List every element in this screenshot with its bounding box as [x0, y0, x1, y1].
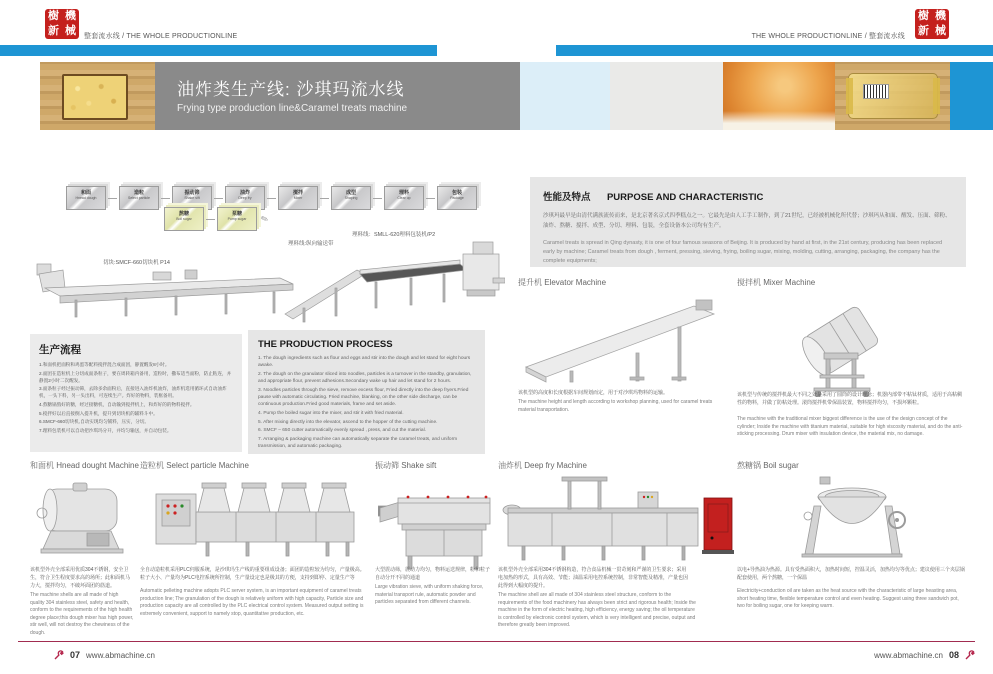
- flow-connector: [161, 198, 170, 199]
- dough-machine-title: 和面机 Hnead dought Machine: [30, 461, 139, 470]
- elevator-machine-desc-en: The machine height and length according to workshop planning, used for caramel treats material transportation.: [518, 399, 713, 413]
- seal-char: 樹: [918, 10, 929, 22]
- process-en-item: 6. SMCF – 650 cutter automatically evenly spread , press, and cut the material.: [258, 428, 426, 434]
- granulator-machine-desc-zh: 全自动造粒机采用PLC伺服系统，是沙琪玛生产线的重要组成设备；面团的造粒较为均匀，产量极高。粒子大小、产量均为PLC电控系统所控制，生产量设定也是极其的方便，支持到即停、定量生产等: [140, 567, 365, 581]
- banner-photo-package: [835, 62, 950, 130]
- header-accent-bar-left: [0, 45, 437, 56]
- process-zh-item: 2.面团在造粒机上分切成面条粒子，要在周转箱内备用，造粒时，撒布适当面粉，防止粘连，并静置2小时二次醒发。: [39, 370, 232, 383]
- brand-seal-left: [45, 9, 79, 39]
- pencil-icon: ✎: [259, 212, 270, 225]
- purpose-body-en: Caramel treats is spread in Qing dynasty, it is one of four famous seasons of Beijing. It is produced by hand at first, in the 21st century, producing has been replaced early by machine; Caramel treats from dough , ferment, pressing, sieving, frying, boiling sugar, mixing, molding, cutting, arranging, packaging, the company has the complete equipments;: [543, 239, 943, 264]
- flow-step-sieve: 振动筛 Shake sift: [172, 186, 212, 210]
- purpose-title-zh: 性能及特点: [543, 192, 591, 203]
- flow-connector: [267, 198, 276, 199]
- banner-lightblue-block: [520, 62, 610, 130]
- process-en-item: 4. Pump the boiled sugar into the mixer, and stir it with fried material.: [258, 410, 404, 416]
- seal-char: 械: [935, 25, 946, 37]
- website-right: www.abmachine.cn: [874, 650, 943, 660]
- brand-seal-right: [915, 9, 949, 39]
- process-zh-item: 6.SMCF-660切块机,自动实现均匀铺料，压实，分切。: [39, 419, 150, 425]
- mixer-machine-title: 搅拌机 Mixer Machine: [737, 278, 816, 287]
- process-en-item: 5. After mixing directly into the elevator, ascend to the hopper of the cutting machine.: [258, 419, 438, 425]
- elevator-machine-title: 提升机 Elevator Machine: [518, 278, 607, 287]
- mixer-machine-desc-en: The machine with the traditional mixer biggest difference is the use of the design concept of the cylinder; Inside the machine with titanium material, suitable for high viscosity material, and do the anti-sticking processing. Drum mixer with insulation device, the material mix, no damage.: [737, 416, 963, 437]
- dough-machine-desc-zh: 该机型外壳全部采用优质304不锈钢，安全卫生，符合卫生程度要求高的场所；此和面机马力大，搅拌均匀，不破坏面团的筋道。: [30, 567, 131, 589]
- process-zh-item: 7.理料包装机可以自动把沙琪玛分开，并均匀输送，并自动包装。: [39, 427, 172, 433]
- production-process-zh: [30, 334, 242, 452]
- flow-connector: [214, 198, 223, 199]
- banner-photo-closeup: [723, 62, 835, 130]
- flow-step-granulate: 造粒 Select particle: [119, 186, 159, 210]
- wrench-icon: [965, 650, 975, 660]
- seal-char: 新: [918, 25, 929, 37]
- mixer-machine-desc-zh: 该机型与传统的搅拌机最大不同之处是采用了圆筒的设计理念；机器内部带不粘钛材质，适用于高粘稠性的物料，并做了防粘处理。滚筒搅拌机带保温装置，物料搅拌均匀，不损坏颗粒。: [737, 392, 963, 406]
- page-number-right: 08: [948, 650, 959, 660]
- seal-char: 械: [65, 25, 76, 37]
- elevator-machine-desc-zh: 该机型的高度和长度根据车间规划而定，用于对沙琪玛物料的运输。: [518, 390, 669, 396]
- process-flowchart: [66, 186, 477, 210]
- banner-blue-block: [950, 62, 993, 130]
- flow-step-dough: 和面 Hnead dough: [66, 186, 106, 210]
- flow-connector: [426, 198, 435, 199]
- mixer-machine-image: [768, 287, 908, 397]
- sieve-machine-image: [378, 478, 503, 573]
- production-line-drawing: [35, 226, 505, 330]
- flow-connector: [320, 198, 329, 199]
- granulator-machine-image: [148, 472, 363, 562]
- flow-step-arrange: 理料 Clear up: [384, 186, 424, 210]
- sugar-pot-image: [800, 472, 910, 567]
- flow-step-mix: 搅拌 Mixer: [278, 186, 318, 210]
- fryer-machine-title: 油炸机 Deep fry Machine: [498, 461, 587, 470]
- process-en-item: 7. Arranging & packaging machine can automatically separate the caramel treats, and uniform transmission, and automatic packaging.: [258, 436, 458, 450]
- label-conveyor: 理料线:纵向输送带: [288, 241, 334, 247]
- process-zh-item: 5.搅拌好以后直接倒入提升机，提升到切块机的辅料斗中。: [39, 410, 158, 416]
- seal-char: 機: [935, 10, 946, 22]
- flow-connector: [206, 219, 215, 220]
- sieve-machine-desc-en: Large vibration sieve, with uniform shaking force, material transport rule, automatic powder and particles separated from different channels.: [375, 584, 484, 605]
- flow-step-package: 包装 Package: [437, 186, 477, 210]
- sieve-machine-title: 振动筛 Shake sift: [375, 461, 437, 470]
- flow-step-shape: 成型 Shaping: [331, 186, 371, 210]
- process-en-item: 2. The dough on the granulator sliced into noodles, particles is a turnover in the standby, granulation, and appropriate flour, prevent adhesions.Secondary wake up hair and let stand for 2 hours.: [258, 371, 472, 385]
- header-left-label: 整套流水线 / THE WHOLE PRODUCTIONLINE: [84, 33, 238, 40]
- granulator-machine-title: 造粒机 Select particle Machine: [140, 461, 249, 470]
- fryer-machine-desc-zh: 该机型外壳全部采用304不锈钢构造，符合食品机械一贯苛刻和严谨的卫生要求；采用电加热的形式，具有高效、节能；油温采用电控系统控制，非常智能及精准，产量也因此得到大幅度的提升。: [498, 567, 689, 589]
- banner-photo-sachima: [40, 62, 155, 130]
- flow-step-boil-sugar: 熬糖 Boil sugar: [164, 207, 204, 231]
- header-right-label: THE WHOLE PRODUCTIONLINE / 整套流水线: [751, 33, 905, 40]
- flow-connector: [373, 198, 382, 199]
- footer-right: [874, 650, 975, 660]
- page-title-zh: 油炸类生产线: 沙琪玛流水线: [177, 80, 405, 99]
- banner-title-box: [155, 62, 520, 130]
- flow-step-pump-sugar: 泵糖 Pump sugar: [217, 207, 257, 231]
- elevator-machine-image: [518, 291, 730, 386]
- wrench-icon: [54, 650, 64, 660]
- seal-char: 樹: [48, 10, 59, 22]
- barcode: [863, 84, 889, 99]
- sugar-pot-desc-zh: 以电+导热油为热源。具有受热面积大，加热时间短，控温灵活，加热均匀等优点；建议使用三个夹层锅配套使用，两个熬糖，一个保温: [737, 567, 965, 581]
- process-zh-item: 1.和面机把面粉和鸡蛋等配料搅拌混合成面团，静置醒发8小时。: [39, 362, 170, 367]
- seal-char: 機: [65, 10, 76, 22]
- header-accent-bar-right: [556, 45, 993, 56]
- sachima-block-image: [62, 74, 128, 120]
- purpose-body-zh: 沙琪玛最早是由清代满族流传而来，是北京著名京式四季糕点之一。它最先是由人工手工制作，到了21世纪，已经被机械化所代替；沙琪玛从和面、醒发、压面、筛粉、油炸、熬糖、搅拌、成型、分切、理料、包装，全套设备本公司均有生产。: [543, 213, 951, 230]
- footer-divider: [18, 641, 975, 642]
- sugar-pot-desc-en: Electricity+conduction oil are taken as the heat source with the characteristic of large heasting area, short heating time, flexible temperature control and even heating. Suggest using three sandwich pot, two for boiling sugar, one for keeping warm.: [737, 588, 959, 609]
- banner-lightgray-block: [610, 62, 723, 130]
- seal-char: 新: [48, 25, 59, 37]
- production-process-zh-title: 生产流程: [39, 344, 81, 356]
- dough-machine-desc-en: The machine shells are all made of high quality 304 stainless steel, safety and health, conform to the requirements of the high health degree place;this dough mixer has high power, stir well, will not destroy the chewiness of the dough.: [30, 592, 134, 636]
- page-number-left: 07: [70, 650, 81, 660]
- dough-machine-image: [35, 475, 135, 560]
- process-en-item: 3. Noodles particles through the sieve, remove excess flour, Fried directly into the deep fryers.Fried pause with automatic circulating. Fried machine, blanking, on the other side discharge, can be continuous production.Fried good materials, frame and set aside.: [258, 387, 469, 408]
- flow-step-fry: 油炸 Deep fry: [225, 186, 265, 210]
- production-process-en: [248, 330, 485, 454]
- process-zh-item: 4.熬糖锅熬好的糖，经过接糖机，自动输到搅拌机上，和炸好的的物料搅拌。: [39, 402, 195, 408]
- footer-left: [54, 650, 155, 660]
- fryer-machine-desc-en: The machine shell are all made of 304 stainless steel structure, conform to the requirements of the food machinery has always been strict and rigorous health; Inside the machine in the form of electric heating, high efficiency, energy saving; the oil temperature is controlled by electronic control system, which is very intelligent and precise, output and therefore greatly been improved.: [498, 592, 696, 628]
- label-packing-machine: 理料线：SMLL-620理料包装机/P2: [352, 232, 436, 238]
- sugar-pot-title: 熬糖锅 Boil sugar: [737, 461, 799, 470]
- sieve-machine-desc-zh: 大型震动筛，震动力均匀，物料运送规律，粉和粒子自动分开不同的通道: [375, 567, 491, 581]
- process-zh-item: 3.面条粒子经过振动筛，去除多余面粉后，直接进入油炸机油炸，油炸机选用循环式自动油炸机，一头下料，另一头出料，可连续生产。炸好的物料，装框备用。: [39, 386, 227, 399]
- flow-connector: [108, 198, 117, 199]
- process-en-item: 1. The dough ingredients such as flour and eggs and stir into the dough and let stand for eight hours awake.: [258, 356, 471, 369]
- website-left: www.abmachine.cn: [86, 650, 155, 660]
- production-process-en-title: THE PRODUCTION PROCESS: [258, 339, 393, 350]
- label-cutting-machine: 切块:SMCF-660切块机 P14: [103, 260, 170, 266]
- fryer-machine-image: [502, 474, 734, 566]
- granulator-machine-desc-en: Automatic pelleting machine adopts PLC server system, is an important equipment of caramel treats production line; The granulation of the dough is relatively uniform with high capacity, Particle size and production capacity are all controlled by the PLC electrical control system. Measured output setting is extremely convenient, support to namely stop, quantitative production, etc.: [140, 588, 364, 617]
- package-image: [848, 73, 938, 119]
- page-title-en: Frying type production line&Caramel treats machine: [177, 103, 408, 114]
- purpose-section: [530, 177, 966, 267]
- purpose-title-en: PURPOSE AND CHARACTERISTIC: [606, 192, 764, 203]
